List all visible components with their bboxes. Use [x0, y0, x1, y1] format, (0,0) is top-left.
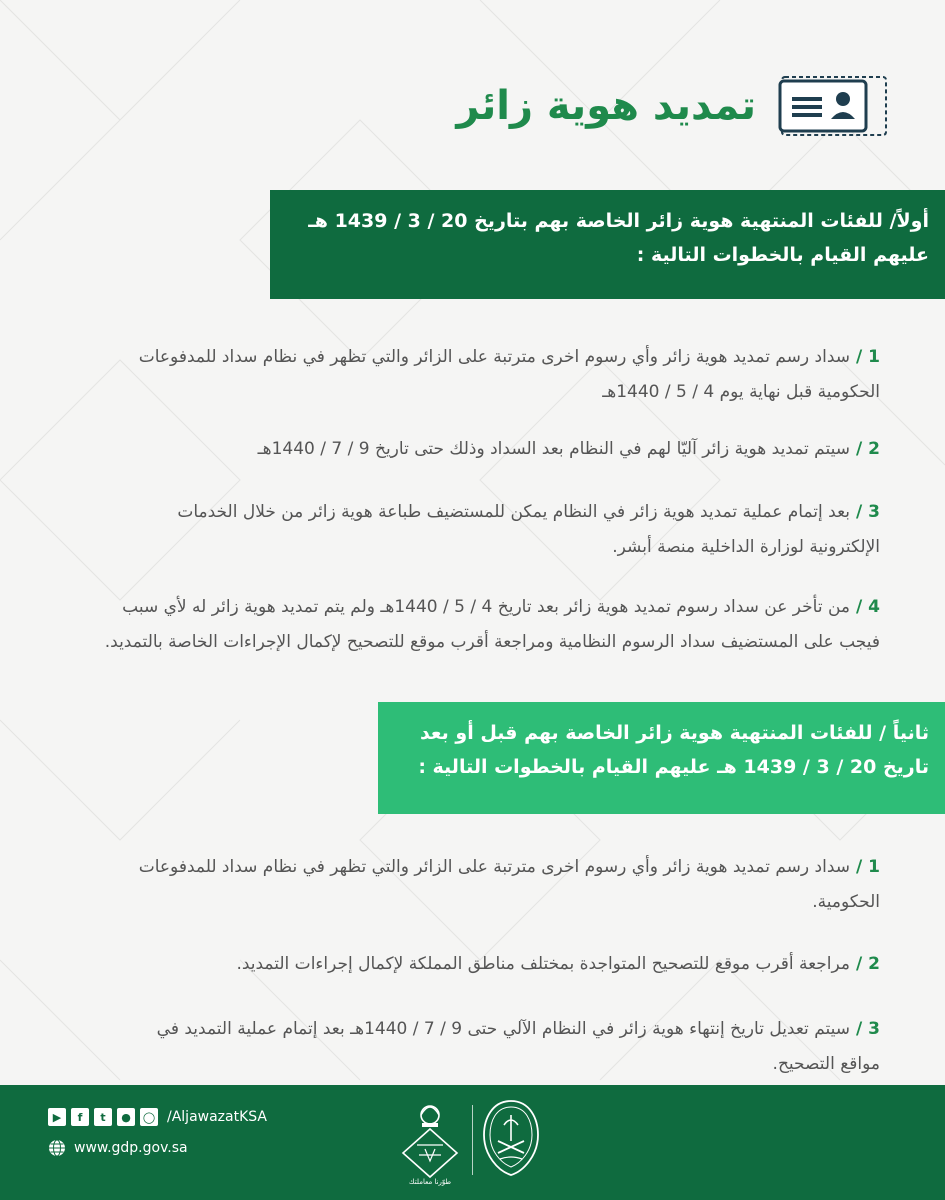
section2-step-1: [60, 850, 880, 920]
snapchat-icon[interactable]: ●: [117, 1108, 135, 1126]
social-handle[interactable]: /AljawazatKSA: [167, 1109, 268, 1125]
section2-lead: ثانياً /: [879, 722, 929, 744]
step-text: سداد رسم تمديد هوية زائر وأي رسوم اخرى مترتبة على الزائر والتي تظهر في نظام سداد للمدفوعات: [138, 347, 851, 367]
step-text-cont: فيجب على المستضيف سداد الرسوم النظامية ومراجعة أقرب موقع للتصحيح لإكمال الإجراءات الخاصة بالتمديد.: [104, 632, 880, 652]
page-header: [456, 75, 890, 137]
section1-line1: [286, 204, 929, 238]
section1-step-4: [60, 590, 880, 660]
instagram-icon[interactable]: ◯: [140, 1108, 158, 1126]
step-text: من تأخر عن سداد رسوم تمديد هوية زائر بعد تاريخ 4 / 5 / 1440هـ ولم يتم تمديد هوية زائر له لأي سبب: [122, 597, 851, 617]
section2-step-2: [60, 947, 880, 982]
step-number: 3 /: [856, 1019, 880, 1039]
section1-banner: [270, 190, 945, 299]
page-title: تمديد هوية زائر: [456, 83, 756, 129]
section2-text2: تاريخ 20 / 3 / 1439 هـ عليهم القيام بالخطوات التالية :: [418, 756, 929, 778]
social-links: [48, 1108, 267, 1126]
step-number: 3 /: [856, 502, 880, 522]
section1-lead: أولاً/: [889, 210, 929, 232]
step-number: 4 /: [856, 597, 880, 617]
section1-step-2: [60, 432, 880, 467]
step-text-cont: مواقع التصحيح.: [772, 1054, 880, 1074]
section1-text2: عليهم القيام بالخطوات التالية :: [636, 244, 929, 266]
step-text-cont: الحكومية قبل نهاية يوم 4 / 5 / 1440هـ: [602, 382, 880, 402]
gdp-caption: طوّرنا معاملتك: [408, 1178, 452, 1186]
step-text: سيتم تمديد هوية زائر آليّا لهم في النظام بعد السداد وذلك حتى تاريخ 9 / 7 / 1440هـ: [257, 439, 851, 459]
step-number: 2 /: [856, 954, 880, 974]
website-link[interactable]: [48, 1139, 188, 1157]
facebook-icon[interactable]: f: [71, 1108, 89, 1126]
section1-step-3: [60, 495, 880, 565]
globe-icon: [48, 1139, 66, 1157]
step-number: 1 /: [856, 857, 880, 877]
step-number: 2 /: [856, 439, 880, 459]
section2-line1: [394, 716, 929, 750]
step-text-cont: الإلكترونية لوزارة الداخلية منصة أبشر.: [612, 537, 880, 557]
twitter-icon[interactable]: t: [94, 1108, 112, 1126]
section2-banner: [378, 702, 945, 814]
footer-divider: [472, 1105, 473, 1175]
section2-text1: للفئات المنتهية هوية زائر الخاصة بهم قبل أو بعد: [419, 722, 873, 744]
step-text: سداد رسم تمديد هوية زائر وأي رسوم اخرى مترتبة على الزائر والتي تظهر في نظام سداد للمدفوعات: [138, 857, 851, 877]
step-number: 1 /: [856, 347, 880, 367]
step-text: مراجعة أقرب موقع للتصحيح المتواجدة بمختلف مناطق المملكة لإكمال إجراءات التمديد.: [236, 954, 851, 974]
youtube-icon[interactable]: ▶: [48, 1108, 66, 1126]
step-text-cont: الحكومية.: [812, 892, 880, 912]
moi-logo: [480, 1097, 542, 1179]
step-text: سيتم تعديل تاريخ إنتهاء هوية زائر في النظام الآلي حتى 9 / 7 / 1440هـ بعد إتمام عملية التمديد في: [156, 1019, 851, 1039]
gdp-logo: [395, 1095, 465, 1185]
id-card-icon: [778, 75, 890, 137]
website-url[interactable]: www.gdp.gov.sa: [74, 1140, 188, 1156]
section2-step-3: [60, 1012, 880, 1082]
step-text: بعد إتمام عملية تمديد هوية زائر في النظام يمكن للمستضيف طباعة هوية زائر من خلال الخدمات: [177, 502, 851, 522]
section1-text1: للفئات المنتهية هوية زائر الخاصة بهم بتاريخ 20 / 3 / 1439 هـ: [308, 210, 883, 232]
section1-step-1: [60, 340, 880, 410]
footer: [0, 1085, 945, 1200]
